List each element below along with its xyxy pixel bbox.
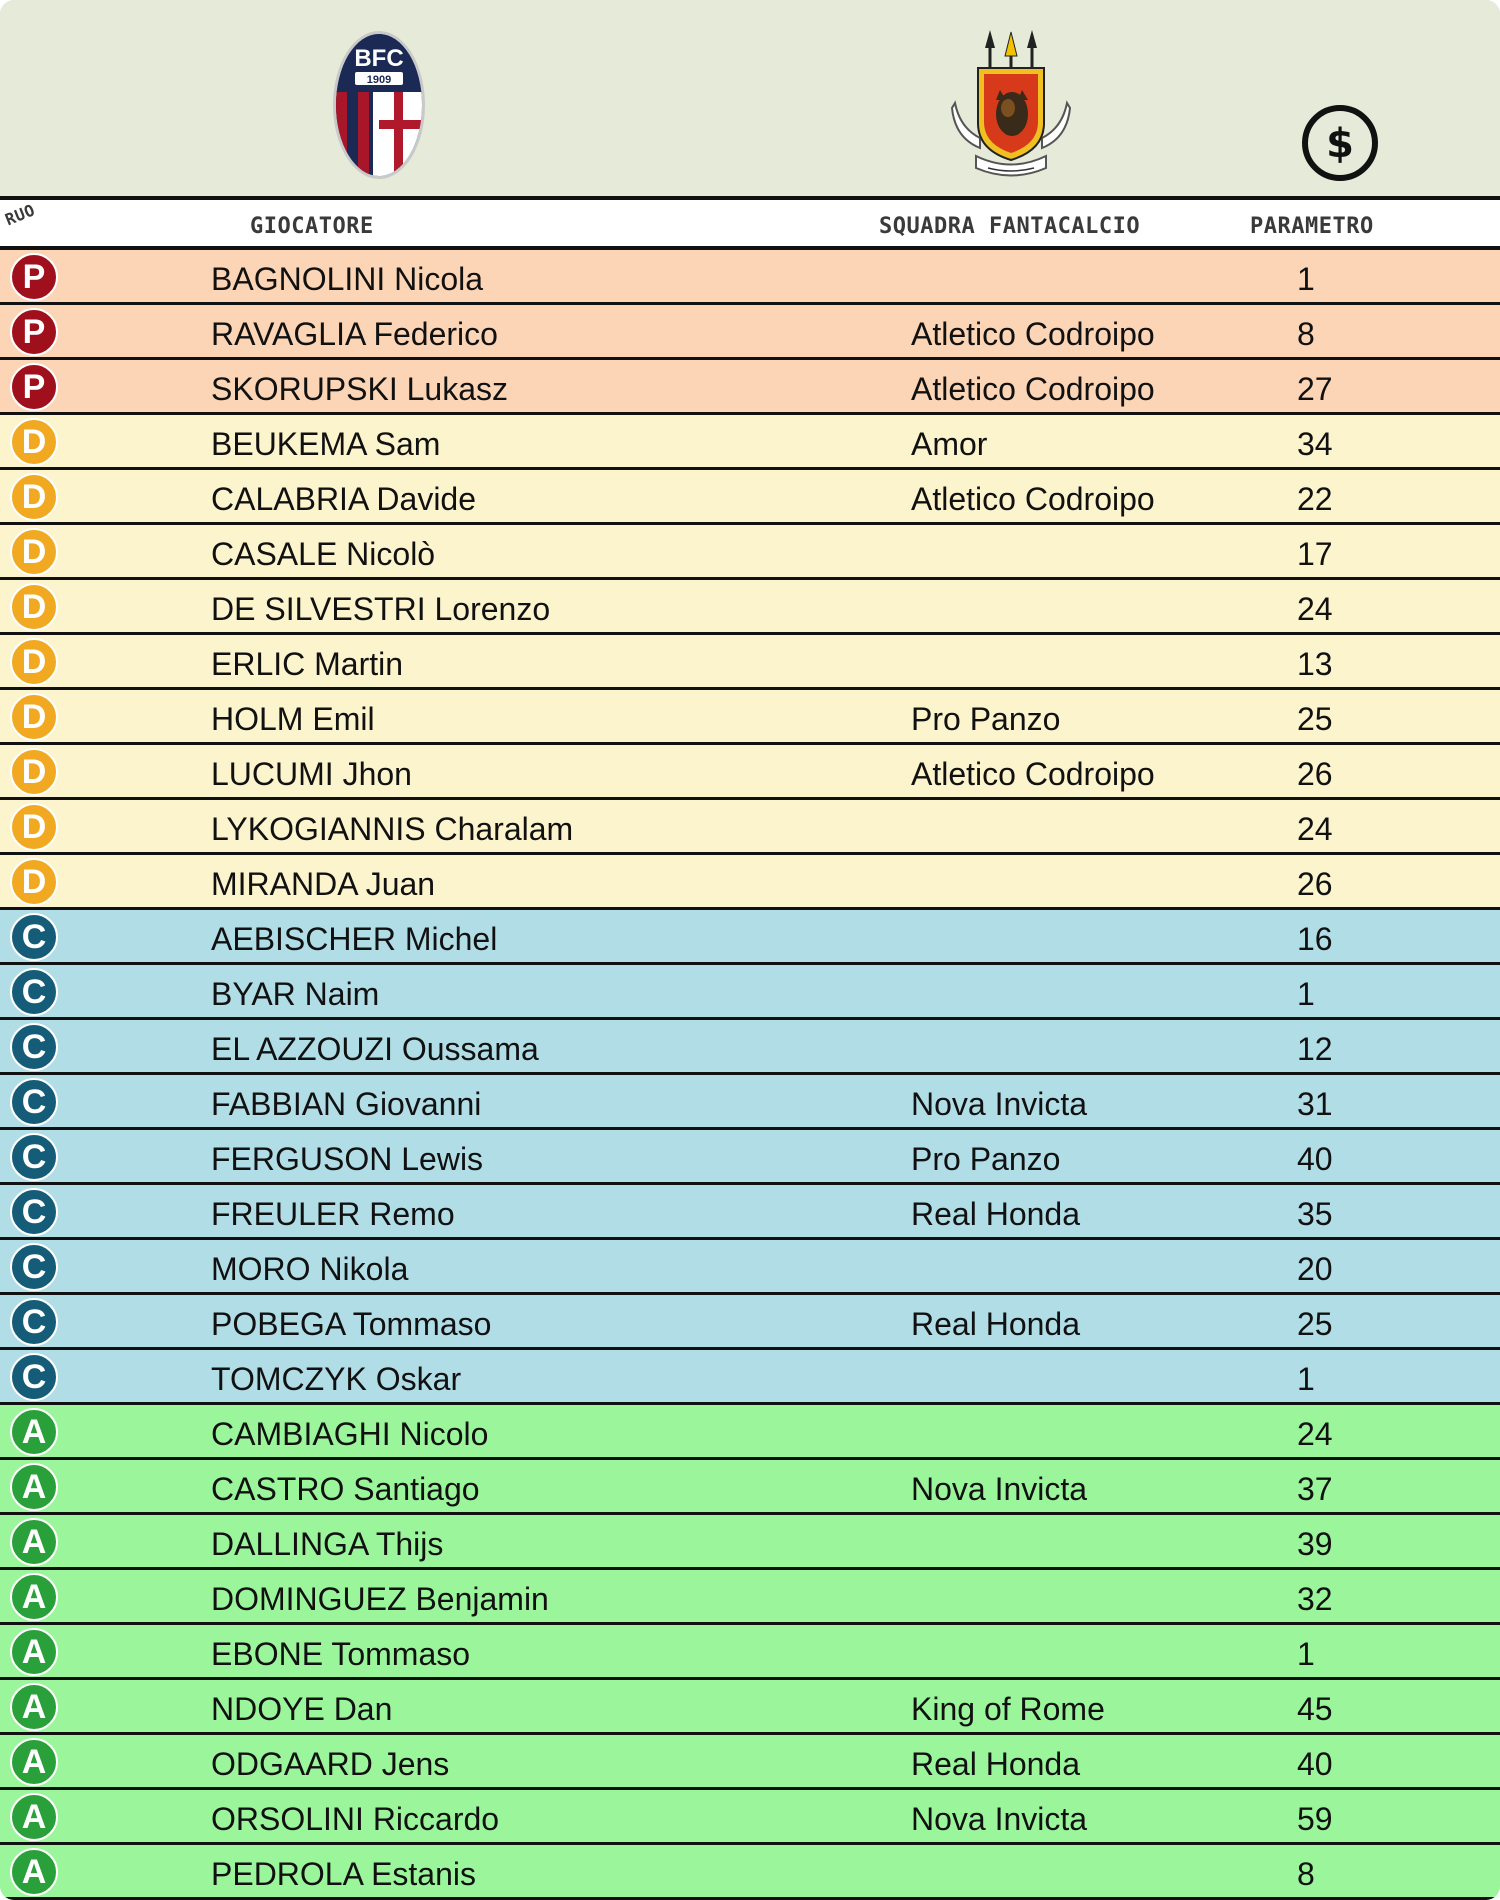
role-badge: A (10, 1848, 58, 1896)
fanta-team: Amor (911, 426, 988, 462)
player-name: NDOYE Dan (211, 1691, 393, 1727)
parameter-value: 32 (1297, 1581, 1333, 1617)
fanta-team: Atletico Codroipo (911, 756, 1155, 792)
parameter-value: 37 (1297, 1471, 1333, 1507)
player-name: DE SILVESTRI Lorenzo (211, 591, 551, 627)
table-row (0, 1405, 1500, 1460)
parameter-value: 25 (1297, 701, 1333, 737)
dollar-symbol: $ (1326, 121, 1354, 167)
role-badge: A (10, 1408, 58, 1456)
parameter-value: 24 (1297, 591, 1333, 627)
player-name: MIRANDA Juan (211, 866, 436, 902)
parameter-value: 25 (1297, 1306, 1333, 1342)
role-badge: C (10, 1078, 58, 1126)
role-badge: C (10, 1023, 58, 1071)
parameter-value: 26 (1297, 756, 1333, 792)
parameter-value: 24 (1297, 811, 1333, 847)
header-squadra: SQUADRA FANTACALCIO (879, 214, 1141, 239)
fanta-team: Atletico Codroipo (911, 371, 1155, 407)
player-name: FABBIAN Giovanni (211, 1086, 482, 1122)
parameter-value: 40 (1297, 1746, 1333, 1782)
table-row (0, 360, 1500, 415)
parameter-value: 12 (1297, 1031, 1333, 1067)
parameter-value: 34 (1297, 426, 1333, 462)
player-name: MORO Nikola (211, 1251, 409, 1287)
role-badge: C (10, 1133, 58, 1181)
player-name: CALABRIA Davide (211, 481, 477, 517)
table-row (0, 1515, 1500, 1570)
role-badge: D (10, 583, 58, 631)
role-badge: C (10, 968, 58, 1016)
table-row (0, 800, 1500, 855)
player-name: AEBISCHER Michel (211, 921, 498, 957)
role-badge: C (10, 1188, 58, 1236)
table-row (0, 470, 1500, 525)
parameter-value: 17 (1297, 536, 1333, 572)
role-badge: P (10, 253, 58, 301)
player-name: CASALE Nicolò (211, 536, 436, 572)
parameter-value: 26 (1297, 866, 1333, 902)
role-badge: A (10, 1683, 58, 1731)
fanta-team: Nova Invicta (911, 1801, 1088, 1837)
table-row (0, 1185, 1500, 1240)
role-badge: D (10, 638, 58, 686)
player-name: BAGNOLINI Nicola (211, 261, 484, 297)
role-badge: A (10, 1518, 58, 1566)
player-table (0, 250, 1500, 1900)
table-row (0, 415, 1500, 470)
table-row (0, 250, 1500, 305)
fanta-team: Pro Panzo (911, 701, 1061, 737)
role-badge: C (10, 1353, 58, 1401)
player-name: DOMINGUEZ Benjamin (211, 1581, 549, 1617)
table-row (0, 1570, 1500, 1625)
role-badge: D (10, 748, 58, 796)
role-badge: P (10, 363, 58, 411)
fanta-team: Nova Invicta (911, 1471, 1088, 1507)
bologna-crest-icon (332, 30, 426, 180)
role-badge: A (10, 1573, 58, 1621)
parameter-value: 22 (1297, 481, 1333, 517)
parameter-value: 24 (1297, 1416, 1333, 1452)
fanta-team: King of Rome (911, 1691, 1105, 1727)
parameter-value: 1 (1297, 261, 1315, 297)
parameter-value: 27 (1297, 371, 1333, 407)
parameter-value: 45 (1297, 1691, 1333, 1727)
table-row (0, 855, 1500, 910)
player-name: LYKOGIANNIS Charalam (211, 811, 574, 847)
dog-crest-icon (950, 28, 1072, 183)
player-name: ORSOLINI Riccardo (211, 1801, 500, 1837)
parameter-value: 59 (1297, 1801, 1333, 1837)
table-row (0, 1790, 1500, 1845)
table-row (0, 1350, 1500, 1405)
table-row (0, 1845, 1500, 1900)
table-row (0, 1735, 1500, 1790)
parameter-value: 1 (1297, 976, 1315, 1012)
player-name: CASTRO Santiago (211, 1471, 480, 1507)
role-badge: D (10, 528, 58, 576)
fanta-team: Nova Invicta (911, 1086, 1088, 1122)
player-name: CAMBIAGHI Nicolo (211, 1416, 489, 1452)
table-row (0, 635, 1500, 690)
role-badge: P (10, 308, 58, 356)
role-badge: C (10, 1298, 58, 1346)
fanta-team: Real Honda (911, 1306, 1080, 1342)
player-name: BYAR Naim (211, 976, 380, 1012)
player-name: EL AZZOUZI Oussama (211, 1031, 539, 1067)
parameter-value: 13 (1297, 646, 1333, 682)
table-row (0, 1295, 1500, 1350)
player-name: EBONE Tommaso (211, 1636, 471, 1672)
table-row (0, 1130, 1500, 1185)
fanta-team: Real Honda (911, 1196, 1080, 1232)
role-badge: A (10, 1628, 58, 1676)
fanta-team: Atletico Codroipo (911, 316, 1155, 352)
role-badge: A (10, 1738, 58, 1786)
parameter-value: 8 (1297, 1856, 1315, 1892)
role-badge: D (10, 418, 58, 466)
parameter-value: 1 (1297, 1636, 1315, 1672)
parameter-value: 1 (1297, 1361, 1315, 1397)
table-row (0, 745, 1500, 800)
player-name: DALLINGA Thijs (211, 1526, 444, 1562)
role-badge: D (10, 473, 58, 521)
table-row (0, 965, 1500, 1020)
player-name: RAVAGLIA Federico (211, 316, 498, 352)
role-badge: D (10, 693, 58, 741)
table-header (0, 196, 1500, 250)
table-row (0, 1240, 1500, 1295)
table-row (0, 580, 1500, 635)
header-parametro: PARAMETRO (1250, 214, 1374, 239)
role-badge: C (10, 913, 58, 961)
table-row (0, 910, 1500, 965)
parameter-value: 31 (1297, 1086, 1333, 1122)
parameter-value: 16 (1297, 921, 1333, 957)
player-name: FERGUSON Lewis (211, 1141, 484, 1177)
parameter-value: 40 (1297, 1141, 1333, 1177)
parameter-value: 20 (1297, 1251, 1333, 1287)
logo-bar (0, 0, 1500, 196)
fanta-team: Pro Panzo (911, 1141, 1061, 1177)
table-row (0, 525, 1500, 580)
role-badge: A (10, 1463, 58, 1511)
player-name: HOLM Emil (211, 701, 375, 737)
header-giocatore: GIOCATORE (250, 214, 374, 239)
player-name: BEUKEMA Sam (211, 426, 441, 462)
table-row (0, 305, 1500, 360)
crest-text: BFC (354, 45, 404, 72)
player-name: POBEGA Tommaso (211, 1306, 492, 1342)
parameter-value: 39 (1297, 1526, 1333, 1562)
role-badge: D (10, 858, 58, 906)
player-name: PEDROLA Estanis (211, 1856, 476, 1892)
parameter-value: 8 (1297, 316, 1315, 352)
table-row (0, 690, 1500, 745)
player-name: FREULER Remo (211, 1196, 455, 1232)
player-name: ODGAARD Jens (211, 1746, 450, 1782)
table-row (0, 1460, 1500, 1515)
dollar-circle-icon (1300, 103, 1380, 183)
fanta-team: Real Honda (911, 1746, 1080, 1782)
role-badge: A (10, 1793, 58, 1841)
table-row (0, 1680, 1500, 1735)
player-name: TOMCZYK Oskar (211, 1361, 462, 1397)
player-name: SKORUPSKI Lukasz (211, 371, 508, 407)
player-name: ERLIC Martin (211, 646, 404, 682)
crest-year: 1909 (366, 74, 392, 86)
player-name: LUCUMI Jhon (211, 756, 412, 792)
table-row (0, 1020, 1500, 1075)
header-ruolo: RUO (2, 200, 38, 230)
fanta-team: Atletico Codroipo (911, 481, 1155, 517)
role-badge: C (10, 1243, 58, 1291)
parameter-value: 35 (1297, 1196, 1333, 1232)
table-row (0, 1075, 1500, 1130)
table-row (0, 1625, 1500, 1680)
role-badge: D (10, 803, 58, 851)
